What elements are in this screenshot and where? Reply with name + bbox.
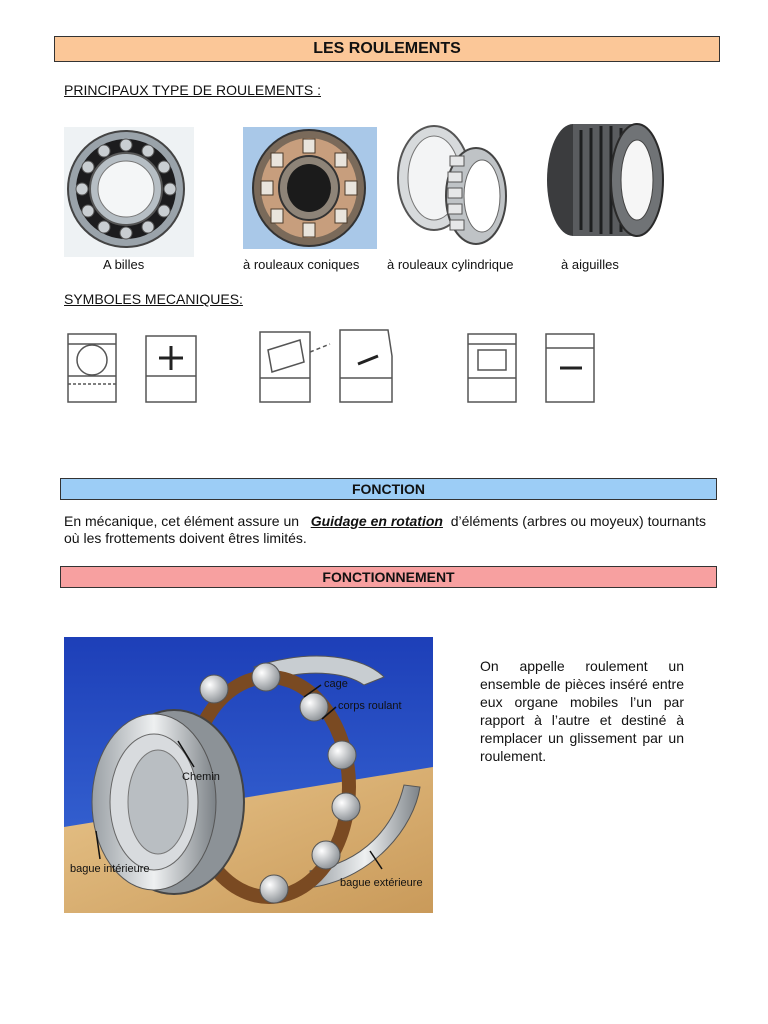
- fonctionnement-text: On appelle roulement un ensemble de pièces inséré entre eux organe mobiles l’un par rapport à l’autre et destiné à remplacer un glissement par un roulement.: [480, 658, 684, 764]
- mechanical-symbols: [64, 322, 604, 406]
- label-rolling-body: corps roulant: [338, 700, 402, 712]
- exploded-bearing-illustration: [64, 637, 433, 913]
- caption-ball: A billes: [103, 257, 145, 272]
- fonction-text-after: d’éléments (arbres ou moyeux) tournants où les frottements doivent êtres limités.: [64, 513, 706, 546]
- label-cage: cage: [324, 678, 348, 690]
- label-inner-ring: bague intérieure: [70, 863, 150, 875]
- page-title: LES ROULEMENTS: [54, 36, 720, 62]
- cylindrical-bearing-simplified-symbol: [546, 334, 594, 402]
- fonction-text: [64, 513, 718, 547]
- ball-bearing-section-symbol: [68, 334, 116, 402]
- tapered-bearing-section-symbol: [260, 332, 330, 402]
- tapered-roller-bearing-photo: [243, 127, 377, 249]
- fonction-text-before: En mécanique, cet élément assure un: [64, 513, 300, 529]
- fonction-emphasis: Guidage en rotation: [310, 513, 443, 529]
- label-track: Chemin: [182, 771, 220, 783]
- ball-bearing-simplified-symbol: [146, 336, 196, 402]
- fonction-heading: FONCTION: [60, 478, 717, 500]
- tapered-bearing-simplified-symbol: [340, 330, 392, 402]
- fonctionnement-heading: FONCTIONNEMENT: [60, 566, 717, 588]
- label-outer-ring: bague extérieure: [340, 877, 423, 889]
- needle-bearing-photo: [525, 100, 675, 250]
- symbols-heading: SYMBOLES MECANIQUES:: [64, 291, 243, 307]
- caption-tapered: à rouleaux coniques: [243, 257, 360, 272]
- caption-cylindrical: à rouleaux cylindrique: [387, 257, 514, 272]
- caption-needle: à aiguilles: [561, 257, 619, 272]
- types-heading: PRINCIPAUX TYPE DE ROULEMENTS :: [64, 82, 321, 98]
- cylindrical-bearing-section-symbol: [468, 334, 516, 402]
- ball-bearing-photo: [64, 127, 194, 257]
- cylindrical-roller-bearing-photo: [390, 120, 508, 250]
